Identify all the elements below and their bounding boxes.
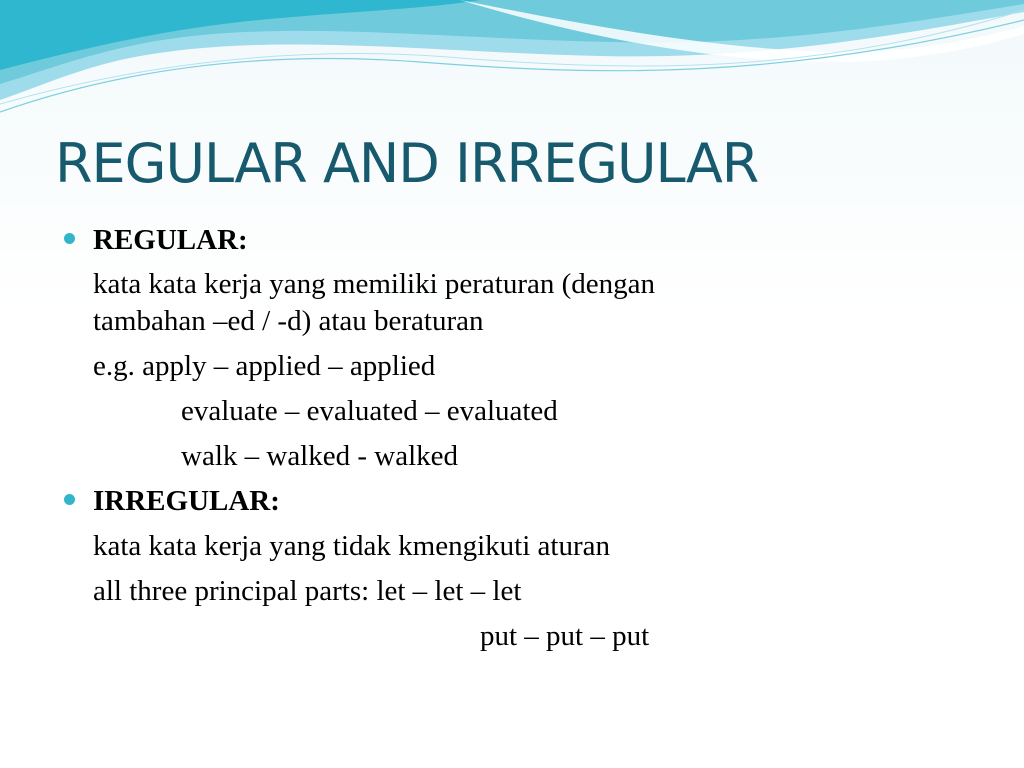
irregular-example-1: all three principal parts: let – let – let: [93, 575, 522, 607]
bullet-dot-icon: [64, 233, 75, 244]
regular-example-1: e.g. apply – applied – applied: [93, 350, 436, 382]
regular-example-2: evaluate – evaluated – evaluated: [181, 395, 558, 427]
bullet-dot-icon: [64, 494, 75, 505]
slide-title: REGULAR AND IRREGULAR: [55, 132, 759, 195]
irregular-heading: IRREGULAR:: [93, 485, 280, 517]
regular-definition-line-2: tambahan –ed / -d) atau beraturan: [93, 305, 484, 337]
irregular-definition: kata kata kerja yang tidak kmengikuti aturan: [93, 530, 610, 562]
regular-definition-line-1: kata kata kerja yang memiliki peraturan (dengan: [93, 268, 656, 300]
irregular-example-2: put – put – put: [480, 620, 650, 652]
regular-example-3: walk – walked - walked: [181, 440, 459, 472]
regular-heading: REGULAR:: [93, 224, 248, 256]
